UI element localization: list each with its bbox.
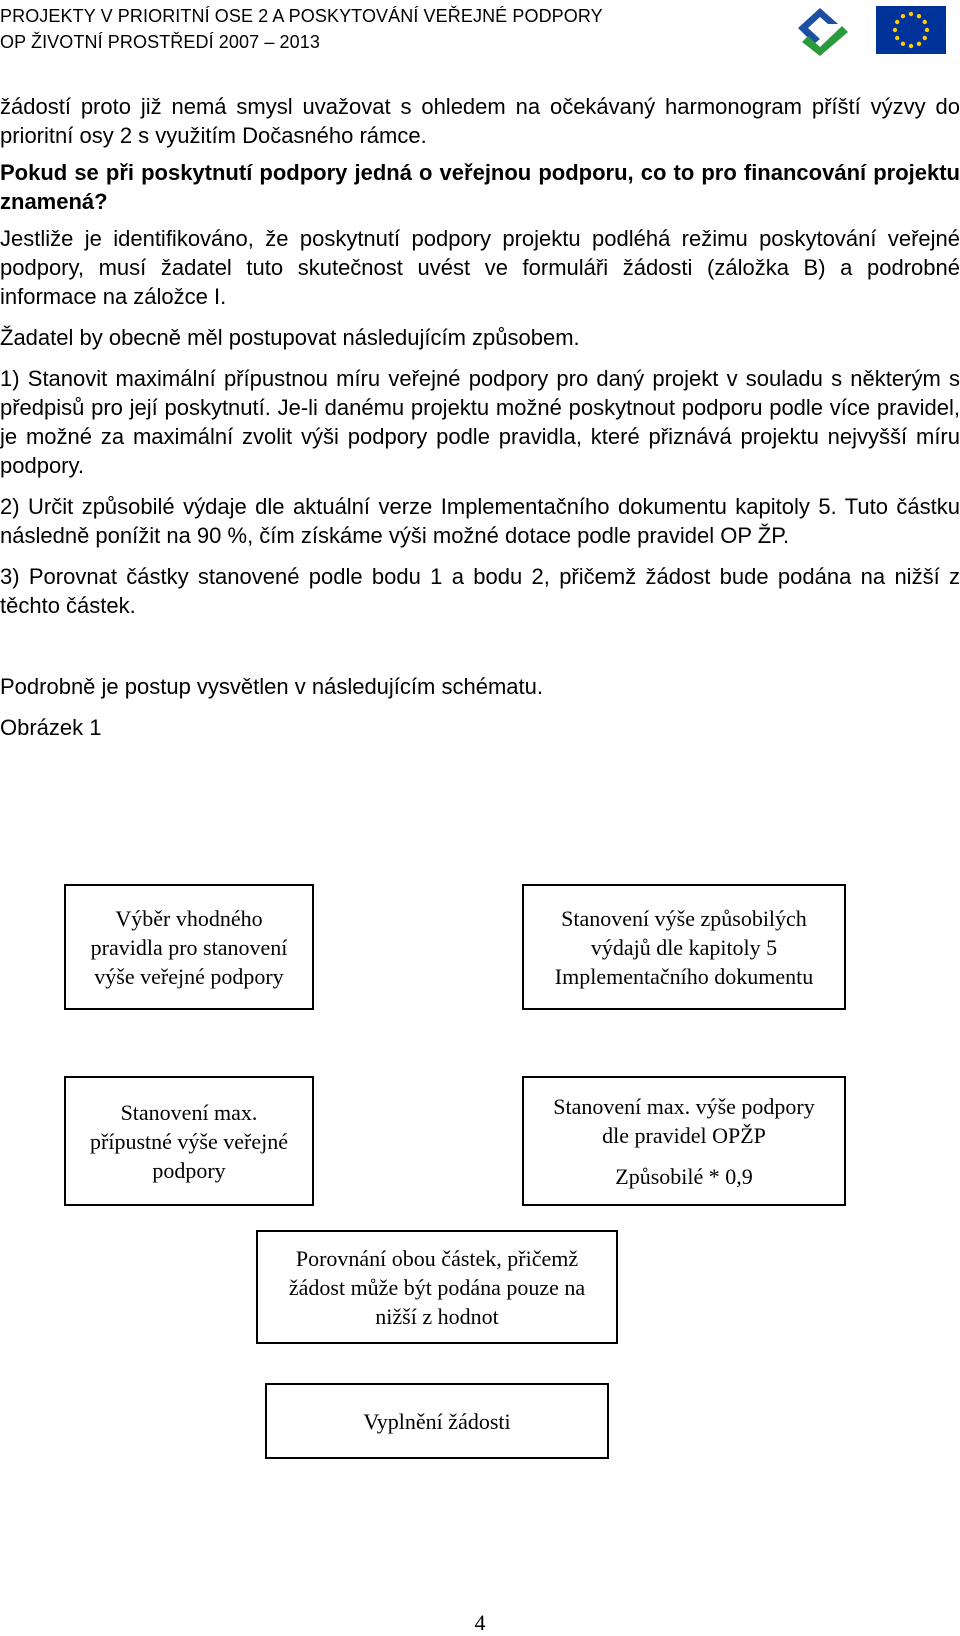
- diagram-box-max-state-aid: [64, 1076, 314, 1206]
- page-header: [0, 6, 960, 58]
- page-number: 4: [474, 1610, 486, 1635]
- header-title-line1: PROJEKTY V PRIORITNÍ OSE 2 A POSKYTOVÁNÍ VEŘEJNÉ PODPORY: [0, 6, 603, 26]
- diagram-box-rule-selection-text: Výběr vhodného pravidla pro stanovení výše veřejné podpory: [90, 905, 288, 989]
- document-body: [0, 92, 960, 742]
- step-3-paragraph: 3) Porovnat částky stanovené podle bodu 1 a bodu 2, přičemž žádost bude podána na nižší z těchto částek.: [0, 564, 960, 618]
- step-2-paragraph: 2) Určit způsobilé výdaje dle aktuální verze Implementačního dokumentu kapitoly 5. Tuto částku následně ponížit na 90 %, čím získáme výši možné dotace podle pravidel OP ŽP.: [0, 494, 960, 548]
- diagram-box-formula-text: Způsobilé * 0,9: [615, 1163, 753, 1189]
- diagram-box-eligible-costs: [522, 884, 846, 1010]
- diagram-box-fill-application: [265, 1383, 609, 1459]
- diagram-box-comparison: [256, 1230, 618, 1344]
- diagram-box-fill-application-text: Vyplnění žádosti: [363, 1408, 511, 1434]
- scheme-intro: Podrobně je postup vysvětlen v následujícím schématu.: [0, 674, 543, 699]
- diagram-box-rule-selection: [64, 884, 314, 1010]
- diagram-box-max-state-aid-text: Stanovení max. přípustné výše veřejné podpory: [90, 1099, 288, 1183]
- diagram-box-max-opzp-support: [522, 1076, 846, 1206]
- procedure-intro: Žadatel by obecně měl postupovat následujícím způsobem.: [0, 325, 580, 350]
- diagram-box-comparison-text: Porovnání obou částek, přičemž žádost může být podána pouze na nižší z hodnot: [288, 1245, 586, 1329]
- figure-label: Obrázek 1: [0, 715, 102, 740]
- diagram-box-max-opzp-support-text: Stanovení max. výše podpory dle pravidel OPŽP: [553, 1093, 815, 1148]
- eu-flag-icon: [876, 6, 946, 54]
- question-heading: Pokud se při poskytnutí podpory jedná o veřejnou podporu, co to pro financování projektu znamená?: [0, 160, 960, 214]
- intro-paragraph: žádostí proto již nemá smysl uvažovat s ohledem na očekávaný harmonogram příští výzvy do prioritní osy 2 s využitím Dočasného rámce.: [0, 94, 960, 148]
- answer-paragraph: Jestliže je identifikováno, že poskytnutí podpory projektu podléhá režimu poskytování veřejné podpory, musí žadatel tuto skutečnost uvést ve formuláři žádosti (záložka B) a podrobné informace na záložce I.: [0, 226, 960, 309]
- header-title-line2: OP ŽIVOTNÍ PROSTŘEDÍ 2007 – 2013: [0, 32, 320, 52]
- diagram-box-eligible-costs-text: Stanovení výše způsobilých výdajů dle kapitoly 5 Implementačního dokumentu: [554, 905, 814, 989]
- opzp-logo-icon: [790, 6, 850, 56]
- step-1-paragraph: 1) Stanovit maximální přípustnou míru veřejné podpory pro daný projekt v souladu s některým s předpisů pro její poskytnutí. Je-li danému projektu možné poskytnout podporu podle více pravidel, je možné za maximální zvolit výši podpory podle pravidla, které přiznává projektu nejvyšší míru podpory.: [0, 366, 960, 478]
